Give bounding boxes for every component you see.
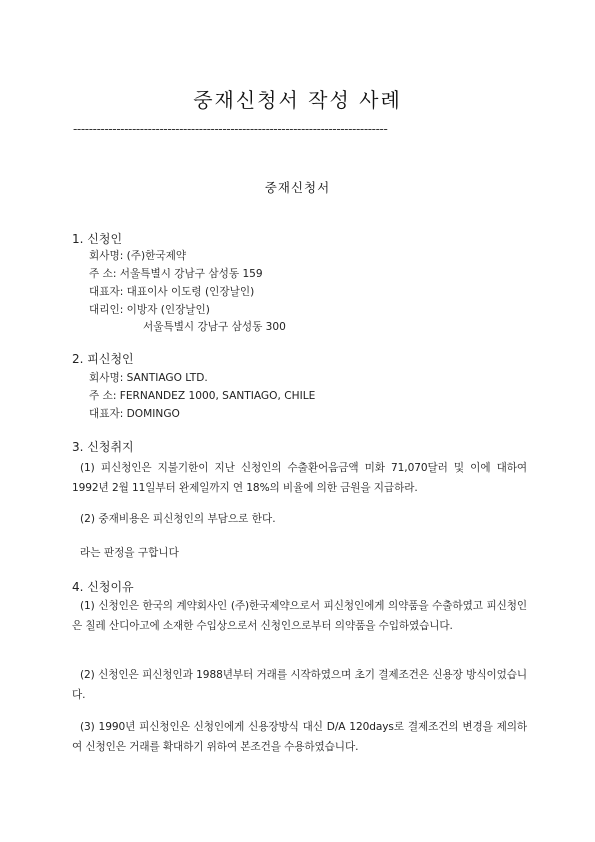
section3-heading: 3. 신청취지 bbox=[72, 440, 134, 454]
applicant-company: 회사명: (주)한국제약 bbox=[89, 250, 187, 262]
claim-item-1: (1) 피신청인은 지불기한이 지난 신청인의 수출환어음금액 미화 71,070달러 및 이에 대하여 1992년 2월 11일부터 완제일까지 연 18%의 비율에 의한 금원을 지급하라. bbox=[72, 462, 527, 494]
claim-item-2: (2) 중재비용은 피신청인의 부담으로 한다. bbox=[80, 513, 276, 525]
respondent-representative: 대표자: DOMINGO bbox=[89, 408, 180, 420]
section4-heading: 4. 신청이유 bbox=[72, 580, 134, 594]
document-subtitle: 중재신청서 bbox=[264, 180, 331, 195]
reason-item-1: (1) 신청인은 한국의 계약회사인 (주)한국제약으로서 피신청인에게 의약품을 수출하였고 피신청인은 칠레 산디아고에 소재한 수입상으로서 신청인으로부터 의약품을 수입하였습니다. bbox=[72, 600, 527, 632]
reason-item-3: (3) 1990년 피신청인은 신청인에게 신용장방식 대신 D/A 120days로 결제조건의 변경을 제의하여 신청인은 거래를 확대하기 위하여 본조건을 수용하였습니다. bbox=[72, 721, 527, 753]
document-title: 중재신청서 작성 사례 bbox=[193, 88, 402, 112]
section1-heading: 1. 신청인 bbox=[72, 232, 123, 246]
respondent-address: 주 소: FERNANDEZ 1000, SANTIAGO, CHILE bbox=[89, 390, 316, 402]
applicant-agent: 대리인: 이방자 (인장날인) bbox=[89, 304, 210, 316]
divider-rule: -------------------------------------------------------------------------------- bbox=[73, 122, 388, 136]
applicant-representative: 대표자: 대표이사 이도령 (인장날인) bbox=[89, 286, 255, 298]
applicant-address: 주 소: 서울특별시 강남구 삼성동 159 bbox=[89, 268, 263, 280]
section2-heading: 2. 피신청인 bbox=[72, 352, 134, 366]
reason-item-2: (2) 신청인은 피신청인과 1988년부터 거래를 시작하였으며 초기 결제조건은 신용장 방식이었습니다. bbox=[72, 669, 527, 701]
applicant-agent-address: 서울특별시 강남구 삼성동 300 bbox=[143, 321, 286, 333]
claim-closing: 라는 판정을 구합니다 bbox=[80, 547, 179, 559]
respondent-company: 회사명: SANTIAGO LTD. bbox=[89, 372, 208, 384]
